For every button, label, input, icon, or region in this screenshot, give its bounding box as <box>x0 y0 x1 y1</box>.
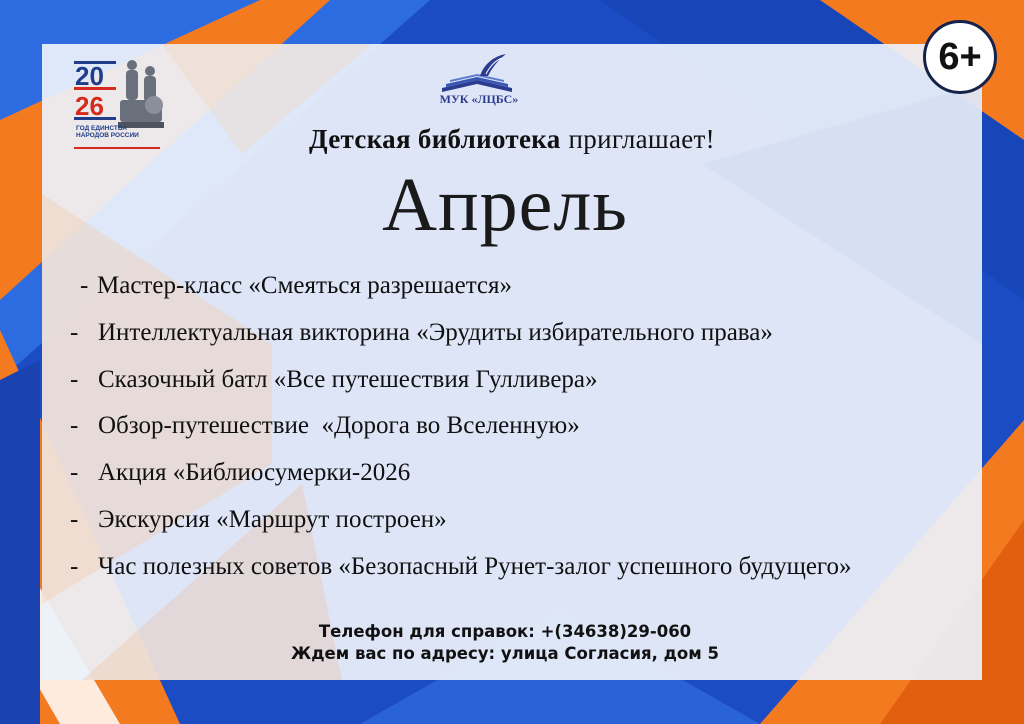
event-item: - Интеллектуальная викторина «Эрудиты избирательного права» <box>70 318 773 346</box>
event-item: - Час полезных советов «Безопасный Рунет-залог успешного будущего» <box>70 552 852 580</box>
logo-digits-bottom: 26 <box>75 91 104 121</box>
library-logo-label: МУК «ЛЦБС» <box>439 92 519 106</box>
events-list <box>70 268 1000 596</box>
year-logo-caption: ГОД ЕДИНСТВА НАРОДОВ РОССИИ <box>76 125 139 139</box>
event-item: - Акция «Библиосумерки-2026 <box>70 459 411 487</box>
month-title: Апрель <box>382 163 628 247</box>
age-rating-badge: 6+ <box>923 20 997 94</box>
headline-invites: приглашает! <box>568 124 715 154</box>
headline <box>0 124 1024 155</box>
event-item: - Обзор-путешествие «Дорога во Вселенную» <box>70 412 580 440</box>
contact-phone: Телефон для справок: +(34638)29-060 <box>318 622 692 641</box>
contact-address: Ждем вас по адресу: улица Согласия, дом 5 <box>291 644 719 663</box>
event-item: - Мастер-класс «Смеяться разрешается» <box>80 272 513 299</box>
logo-digits-top: 20 <box>75 61 104 91</box>
event-item: - Сказочный батл «Все путешествия Гулливера» <box>70 365 598 393</box>
contact-info <box>0 621 1010 665</box>
event-item: - Экскурсия «Маршрут построен» <box>70 505 447 533</box>
headline-library: Детская библиотека <box>309 124 561 154</box>
